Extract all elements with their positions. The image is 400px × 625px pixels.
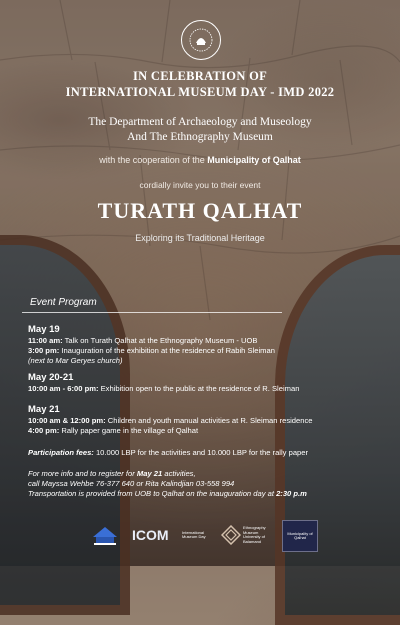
museum-day-title: INTERNATIONAL MUSEUM DAY - IMD 2022 <box>65 85 335 99</box>
item-note: (next to Mar Geryes church) <box>28 356 123 365</box>
item-text: Children and youth manual activities at R. Sleiman residence <box>105 416 313 425</box>
schedule-item <box>28 336 258 345</box>
fees-text: 10.000 LBP for the activities and 10.000 LBP for the rally paper <box>93 448 309 457</box>
day-may-19: May 19 <box>28 324 60 335</box>
info-date: May 21 <box>136 469 163 478</box>
municipality-name: Municipality of Qalhat <box>207 155 301 165</box>
day-may-20-21: May 20-21 <box>28 372 74 383</box>
university-logo <box>181 20 221 60</box>
icom-icon <box>131 526 179 544</box>
schedule-item <box>28 426 198 435</box>
balamand-museology-logo <box>88 520 122 550</box>
municipality-qalhat-logo <box>282 520 318 552</box>
item-time: 10:00 am & 12:00 pm: <box>28 416 106 425</box>
footer-logos <box>0 520 400 550</box>
transportation-line <box>28 489 307 498</box>
cooperation-line <box>0 155 400 165</box>
university-emblem-icon <box>188 27 214 53</box>
fees-label: Participation fees: <box>28 448 94 457</box>
municipality-logo-text: Municipality of Qalhat <box>287 530 313 540</box>
icom-logo <box>130 520 180 550</box>
schedule-item <box>28 346 275 355</box>
ethnography-pattern-icon <box>221 525 241 545</box>
program-label: Event Program <box>30 297 97 308</box>
svg-text:ICOM: ICOM <box>132 527 169 543</box>
info-contact-line: call Mayssa Wehbe 76-377 640 or Rita Kalindjian 03-558 994 <box>28 479 235 488</box>
schedule-item <box>28 384 299 393</box>
event-title: TURATH QALHAT <box>97 198 303 223</box>
celebration-title: IN CELEBRATION OF <box>132 69 268 83</box>
invite-line: cordially invite you to their event <box>139 180 261 190</box>
schedule-item <box>28 356 123 365</box>
event-subtitle: Exploring its Traditional Heritage <box>135 233 265 243</box>
day-may-21: May 21 <box>28 404 60 415</box>
ethnography-museum-logo <box>220 520 270 550</box>
ethnography-museum-text: Ethnography Museum University of Balamand <box>243 525 266 544</box>
item-time: 10:00 am - 6:00 pm: <box>28 384 99 393</box>
info-suffix: activities, <box>162 469 196 478</box>
transport-text: Transportation is provided from UOB to Qalhat on the inauguration day at <box>28 489 277 498</box>
item-text: Talk on Turath Qalhat at the Ethnography Museum - UOB <box>62 336 258 345</box>
info-prefix: For more info and to register for <box>28 469 137 478</box>
participation-fees <box>28 448 308 457</box>
item-time: 11:00 am: <box>28 336 63 345</box>
cooperation-prefix: with the cooperation of the <box>99 155 208 165</box>
item-time: 4:00 pm: <box>28 426 60 435</box>
museum-day-logo <box>182 520 212 550</box>
department-line-1: The Department of Archaeology and Museology <box>88 116 312 128</box>
item-text: Exhibition open to the public at the residence of R. Sleiman <box>98 384 300 393</box>
schedule-item <box>28 416 313 425</box>
item-text: Rally paper game in the village of Qalhat <box>59 426 199 435</box>
program-divider <box>22 312 282 313</box>
item-text: Inauguration of the exhibition at the residence of Rabih Sleiman <box>59 346 275 355</box>
item-time: 3:00 pm: <box>28 346 60 355</box>
info-line-1 <box>28 469 196 478</box>
balamand-museology-icon <box>90 523 120 547</box>
museum-day-text: International Museum Day <box>182 529 206 539</box>
department-line-2: And The Ethnography Museum <box>127 131 273 143</box>
transport-time: 2:30 p.m <box>276 489 307 498</box>
